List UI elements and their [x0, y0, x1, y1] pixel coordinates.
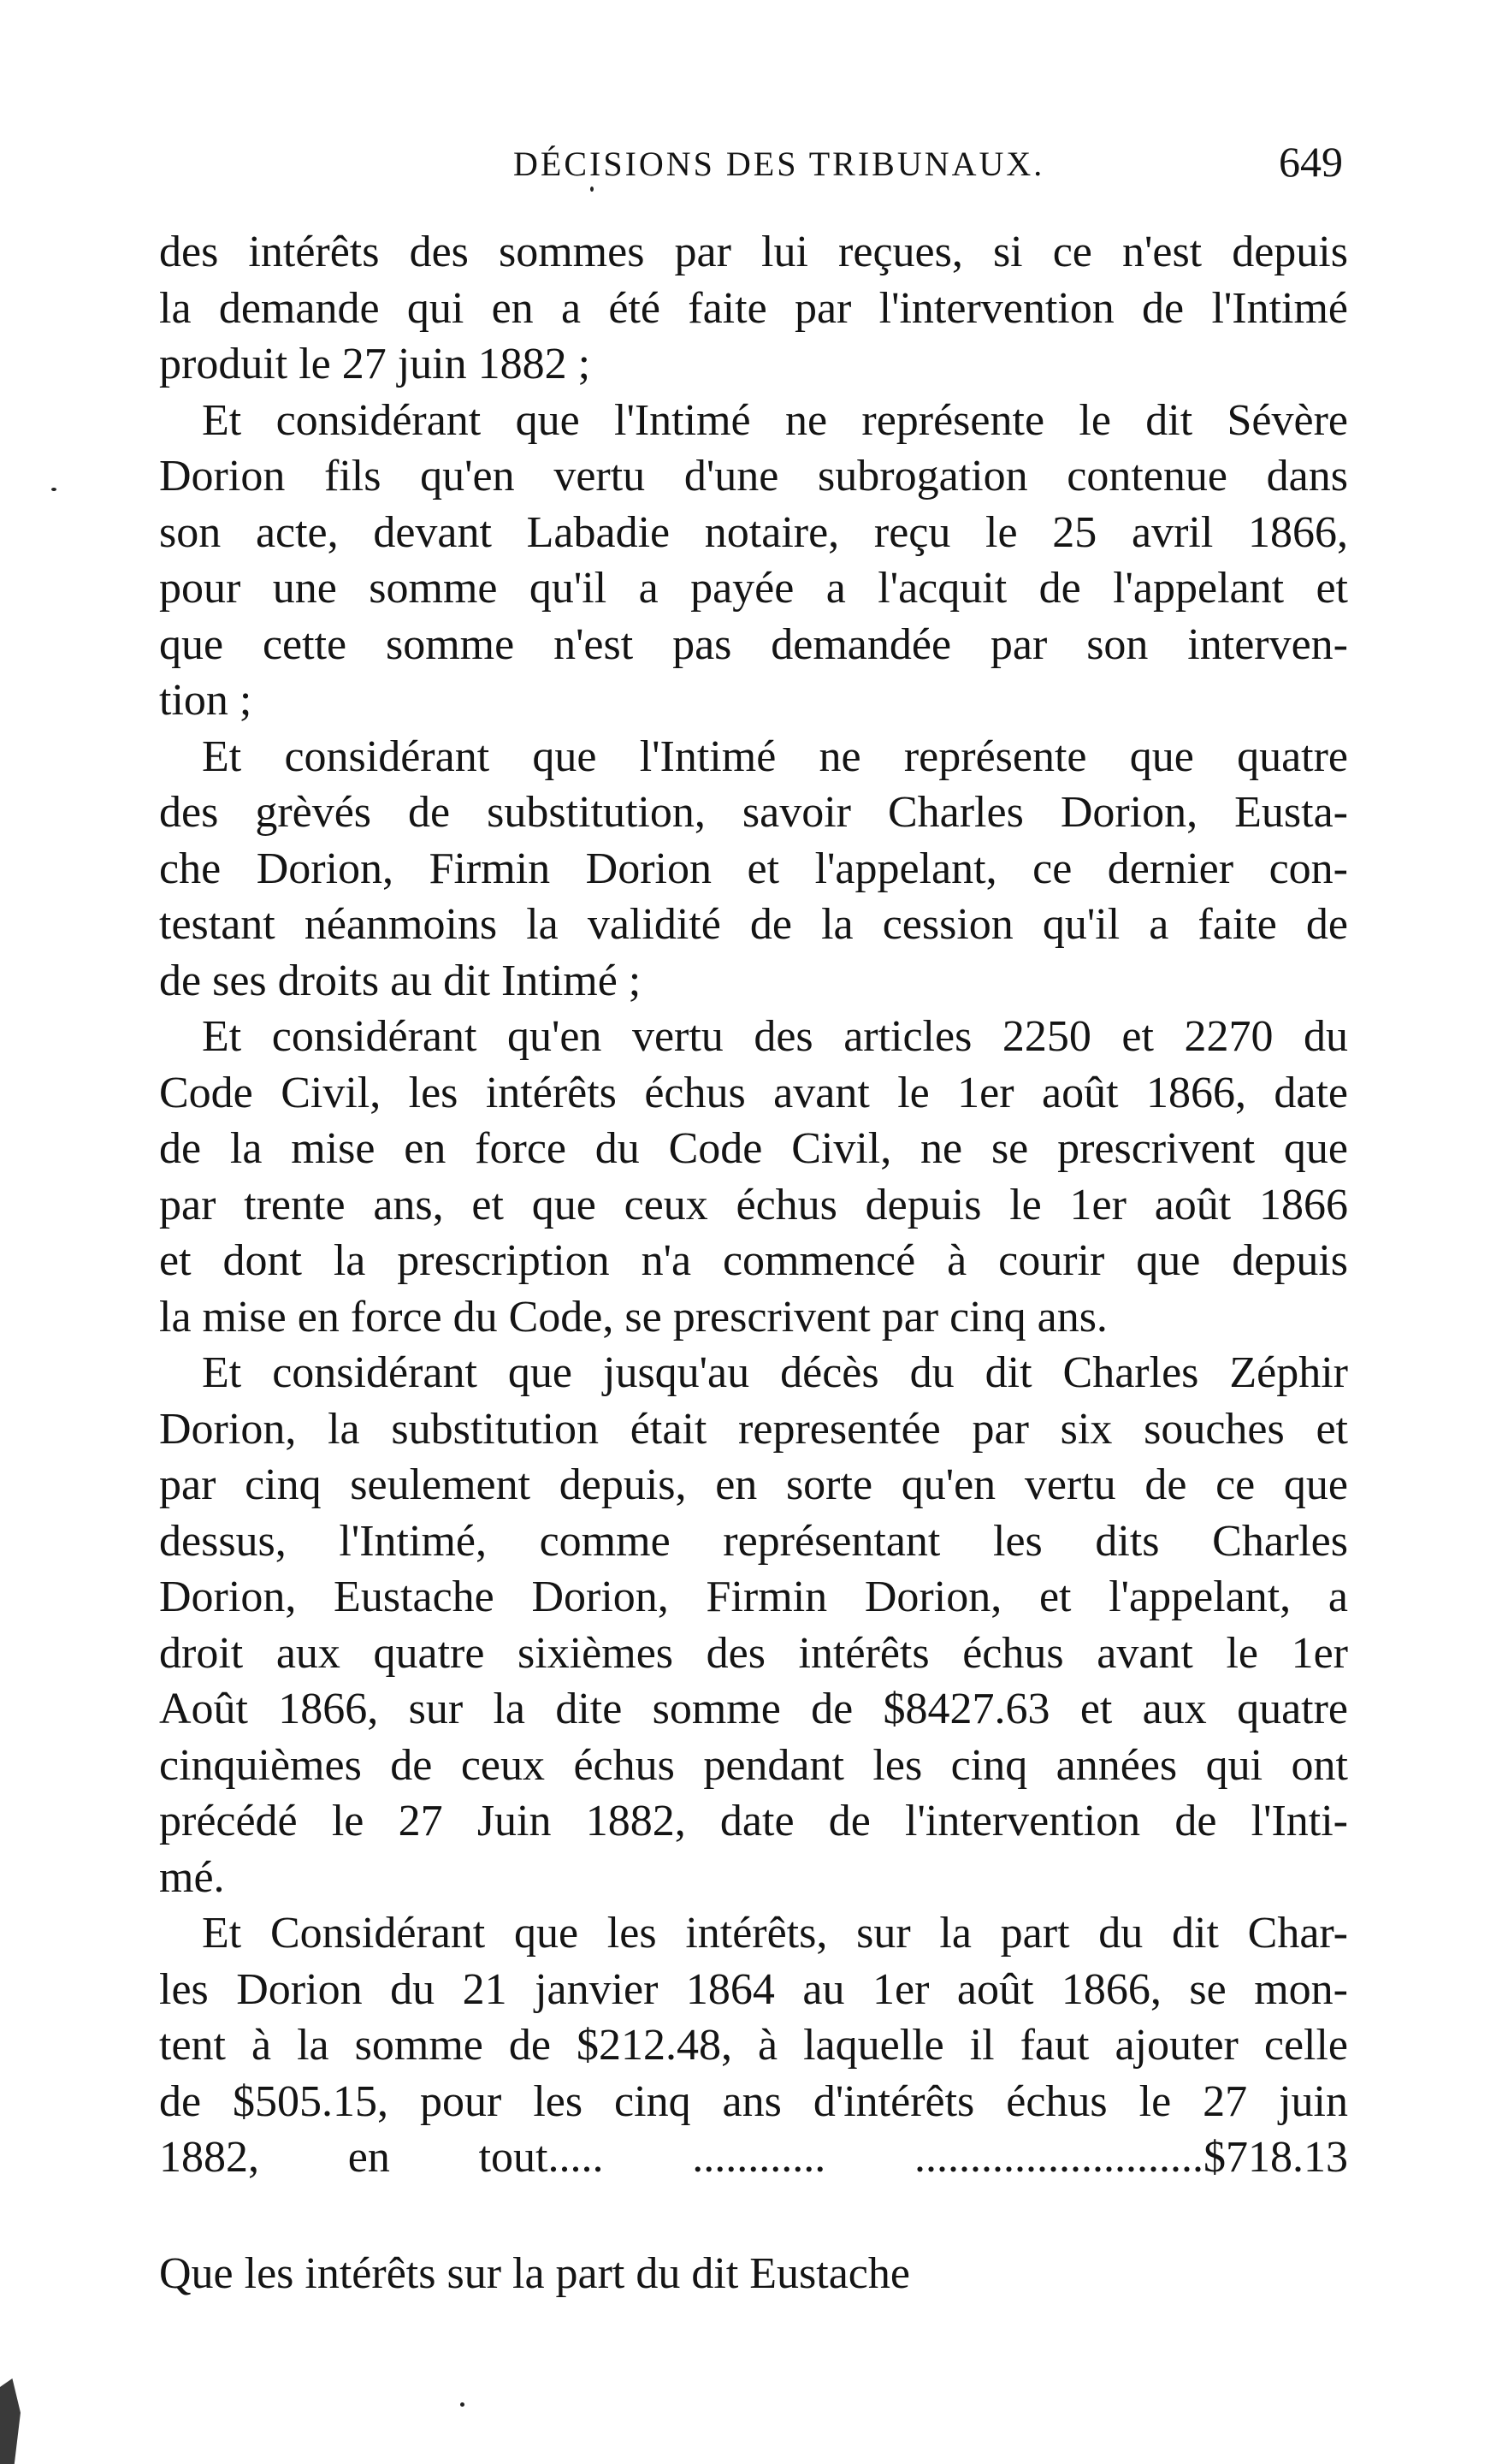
text-line: 1882, en tout..... ............ ..........................$718.13 — [159, 2133, 1348, 2182]
text-line: de ses droits au dit Intimé ; — [159, 956, 642, 1005]
text-line: che Dorion, Firmin Dorion et l'appelant, ce dernier con- — [159, 844, 1348, 893]
text-line: tent à la somme de $212.48, à laquelle il faut ajouter celle — [159, 2021, 1348, 2070]
text-line: Et considérant que l'Intimé ne représente que quatre — [202, 732, 1348, 781]
text-line: tion ; — [159, 676, 252, 725]
text-line: dessus, l'Intimé, comme représentant les dits Charles — [159, 1516, 1348, 1566]
scan-edge-mark — [0, 2378, 21, 2464]
text-line: par trente ans, et que ceux échus depuis le 1er août 1866 — [159, 1180, 1348, 1229]
page-header — [163, 138, 1343, 195]
text-line: de $505.15, pour les cinq ans d'intérêts échus le 27 juin — [159, 2076, 1348, 2126]
text-line: par cinq seulement depuis, en sorte qu'en vertu de ce que — [159, 1460, 1348, 1509]
margin-speck — [460, 2402, 464, 2407]
text-line: Dorion, Eustache Dorion, Firmin Dorion, et l'appelant, a — [159, 1573, 1348, 1621]
text-line: la mise en force du Code, se prescrivent par cinq ans. — [159, 1292, 1108, 1342]
text-line: Et considérant que jusqu'au décès du dit Charles Zéphir — [202, 1348, 1348, 1397]
text-line: produit le 27 juin 1882 ; — [159, 340, 591, 388]
text-line: droit aux quatre sixièmes des intérêts échus avant le 1er — [159, 1628, 1348, 1678]
text-line: pour une somme qu'il a payée a l'acquit de l'appelant et — [159, 564, 1348, 613]
text-line: Dorion, la substitution était representée par six souches et — [159, 1404, 1348, 1454]
text-line: précédé le 27 Juin 1882, date de l'intervention de l'Inti- — [159, 1797, 1348, 1845]
text-line: son acte, devant Labadie notaire, reçu le 25 avril 1866, — [159, 507, 1348, 557]
text-line: Août 1866, sur la dite somme de $8427.63 et aux quatre — [159, 1685, 1348, 1733]
text-line: Et Considérant que les intérêts, sur la part du dit Char- — [202, 1909, 1348, 1958]
text-line: les Dorion du 21 janvier 1864 au 1er août 1866, se mon- — [159, 1964, 1348, 2014]
text-line: testant néanmoins la validité de la cession qu'il a faite de — [159, 900, 1348, 949]
text-line: Que les intérêts sur la part du dit Eustache — [159, 2248, 910, 2298]
text-line: Et considérant qu'en vertu des articles 2250 et 2270 du — [202, 1012, 1348, 1061]
text-line: de la mise en force du Code Civil, ne se prescrivent que — [159, 1124, 1348, 1173]
running-head: DÉCISIONS DES TRIBUNAUX. — [513, 145, 1045, 183]
text-line: Code Civil, les intérêts échus avant le 1er août 1866, date — [159, 1068, 1348, 1117]
text-line: que cette somme n'est pas demandée par son interven- — [159, 619, 1348, 669]
text-line: Dorion fils qu'en vertu d'une subrogation contenue dans — [159, 452, 1348, 500]
text-line: mé. — [159, 1852, 225, 1902]
body-text — [159, 224, 1348, 2301]
text-line: des grèvés de substitution, savoir Charles Dorion, Eusta- — [159, 788, 1348, 837]
margin-speck — [590, 187, 594, 192]
margin-speck — [51, 488, 56, 491]
text-line: Et considérant que l'Intimé ne représente le dit Sévère — [202, 395, 1348, 445]
page-number: 649 — [1279, 138, 1343, 186]
text-line: des intérêts des sommes par lui reçues, si ce n'est depuis — [159, 228, 1348, 276]
text-line: cinquièmes de ceux échus pendant les cinq années qui ont — [159, 1740, 1348, 1790]
text-line: la demande qui en a été faite par l'intervention de l'Intimé — [159, 283, 1348, 333]
text-line: et dont la prescription n'a commencé à courir que depuis — [159, 1236, 1348, 1285]
